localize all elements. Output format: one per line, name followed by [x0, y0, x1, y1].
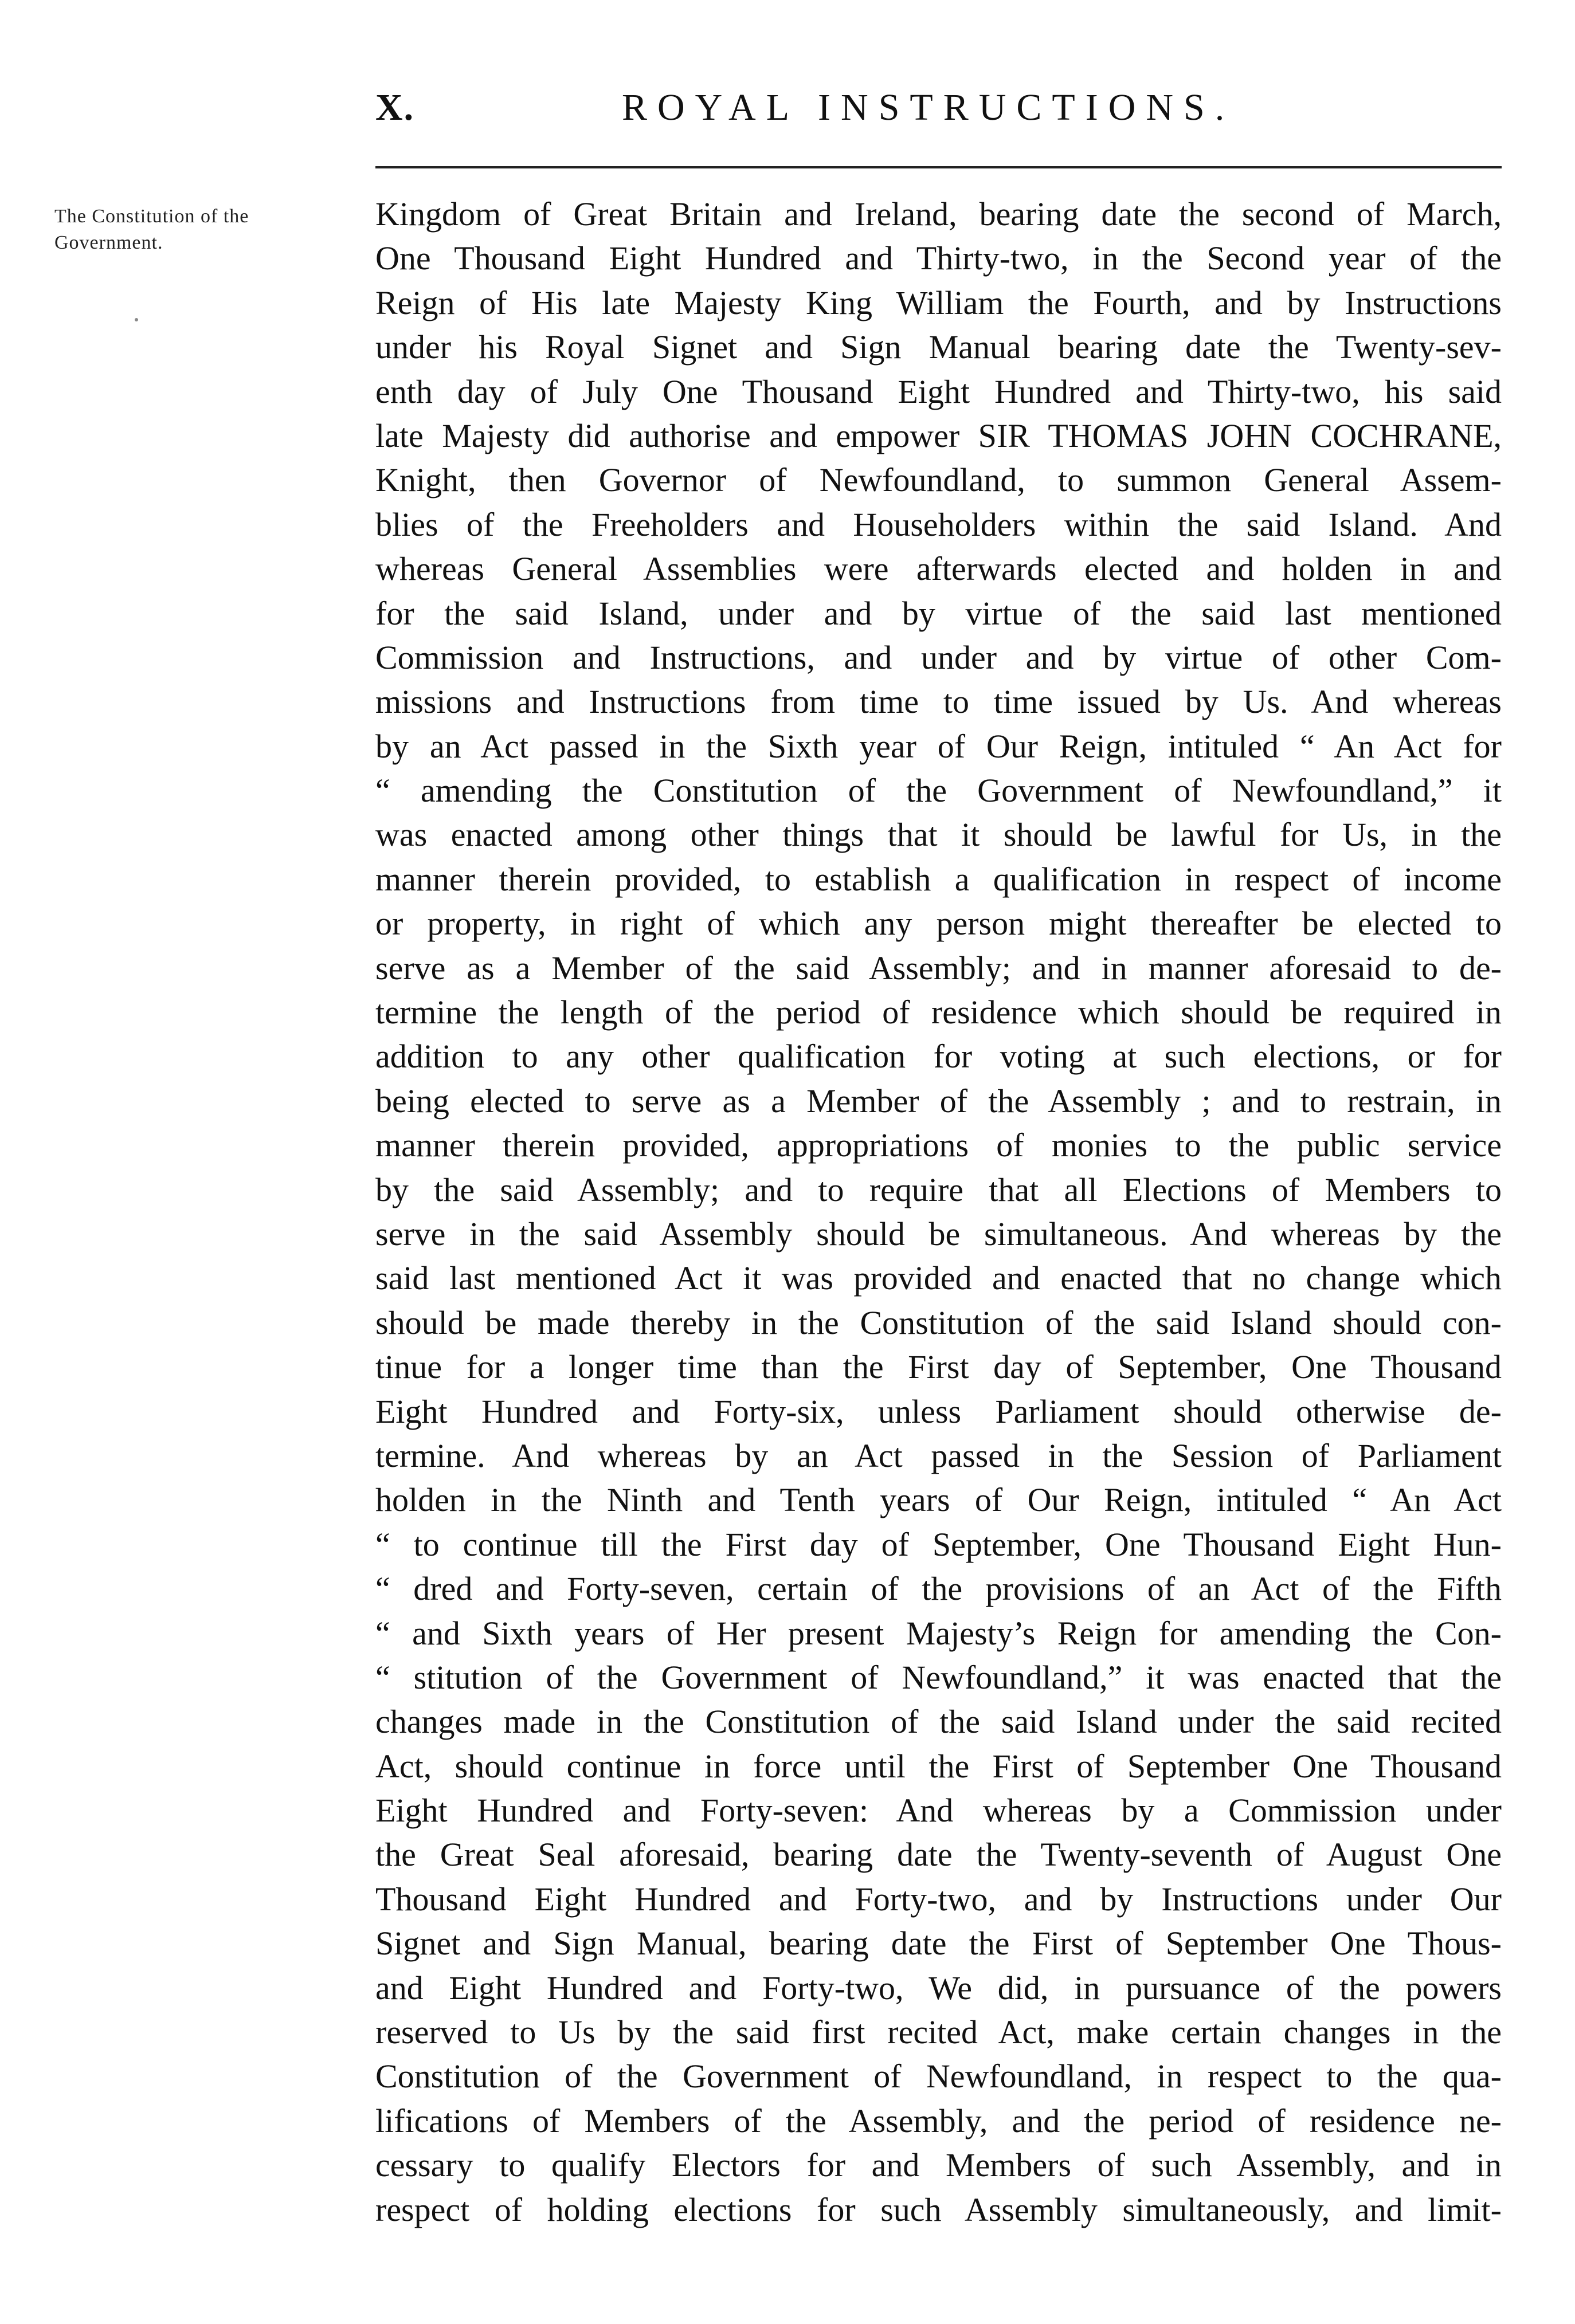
text-line: “ amending the Constitution of the Government of Newfoundland,” it: [375, 772, 1502, 810]
body-text: [375, 192, 1502, 2232]
text-line: by an Act passed in the Sixth year of Our Reign, intituled “ An Act for: [375, 727, 1502, 765]
text-line: was enacted among other things that it should be lawful for Us, in the: [375, 816, 1502, 854]
text-line: under his Royal Signet and Sign Manual bearing date the Twenty-sev-: [375, 328, 1502, 366]
margin-note: [54, 203, 364, 256]
text-line: reserved to Us by the said first recited Act, make certain changes in the: [375, 2013, 1502, 2051]
text-line: cessary to qualify Electors for and Members of such Assembly, and in: [375, 2146, 1502, 2184]
text-line: “ and Sixth years of Her present Majesty’s Reign for amending the Con-: [375, 1614, 1502, 1652]
text-line: Reign of His late Majesty King William the Fourth, and by Instructions: [375, 284, 1502, 321]
text-line: for the said Island, under and by virtue of the said last mentioned: [375, 594, 1502, 632]
stray-ink-mark: [135, 318, 138, 321]
page-header: [375, 86, 1502, 149]
text-line: serve in the said Assembly should be simultaneous. And whereas by the: [375, 1215, 1502, 1253]
text-line: serve as a Member of the said Assembly; and in manner aforesaid to de-: [375, 949, 1502, 987]
text-line: One Thousand Eight Hundred and Thirty-two, in the Second year of the: [375, 240, 1502, 277]
margin-note-line: Government.: [54, 232, 163, 253]
text-line: Act, should continue in force until the First of September One Thousand: [375, 1747, 1502, 1785]
text-line: enth day of July One Thousand Eight Hundred and Thirty-two, his said: [375, 372, 1502, 410]
text-line: holden in the Ninth and Tenth years of Our Reign, intituled “ An Act: [375, 1481, 1502, 1519]
text-line: or property, in right of which any person might thereafter be elected to: [375, 905, 1502, 943]
header-rule: [375, 166, 1502, 168]
text-line: manner therein provided, appropriations of monies to the public service: [375, 1126, 1502, 1164]
text-line: missions and Instructions from time to time issued by Us. And whereas: [375, 683, 1502, 721]
text-line: late Majesty did authorise and empower SIR THOMAS JOHN COCHRANE,: [375, 417, 1502, 454]
text-line: changes made in the Constitution of the said Island under the said recited: [375, 1703, 1502, 1741]
text-line: Kingdom of Great Britain and Ireland, bearing date the second of March,: [375, 195, 1502, 233]
text-line: Thousand Eight Hundred and Forty-two, and by Instructions under Our: [375, 1880, 1502, 1918]
text-line: Signet and Sign Manual, bearing date the First of September One Thous-: [375, 1925, 1502, 1962]
text-line: whereas General Assemblies were afterwards elected and holden in and: [375, 550, 1502, 588]
text-line: should be made thereby in the Constitution of the said Island should con-: [375, 1304, 1502, 1341]
text-line: termine. And whereas by an Act passed in the Session of Parliament: [375, 1436, 1502, 1474]
text-line: Eight Hundred and Forty-six, unless Parliament should otherwise de-: [375, 1392, 1502, 1430]
text-line: respect of holding elections for such Assembly simultaneously, and limit-: [375, 2190, 1502, 2228]
text-line: Eight Hundred and Forty-seven: And whereas by a Commission under: [375, 1792, 1502, 1830]
text-line: Knight, then Governor of Newfoundland, to summon General Assem-: [375, 461, 1502, 499]
text-line: and Eight Hundred and Forty-two, We did, in pursuance of the powers: [375, 1969, 1502, 2007]
text-line: “ dred and Forty-seven, certain of the provisions of an Act of the Fifth: [375, 1570, 1502, 1608]
text-line: said last mentioned Act it was provided and enacted that no change which: [375, 1259, 1502, 1297]
text-line: tinue for a longer time than the First day of September, One Thousand: [375, 1348, 1502, 1386]
text-line: by the said Assembly; and to require that all Elections of Members to: [375, 1171, 1502, 1208]
text-line: lifications of Members of the Assembly, and the period of residence ne-: [375, 2102, 1502, 2140]
text-line: manner therein provided, to establish a qualification in respect of income: [375, 860, 1502, 898]
text-line: “ stitution of the Government of Newfoundland,” it was enacted that the: [375, 1658, 1502, 1696]
text-line: the Great Seal aforesaid, bearing date the Twenty-seventh of August One: [375, 1836, 1502, 1874]
page-number: X.: [375, 87, 415, 128]
text-line: Commission and Instructions, and under and by virtue of other Com-: [375, 638, 1502, 676]
text-line: blies of the Freeholders and Householders within the said Island. And: [375, 505, 1502, 543]
text-line: being elected to serve as a Member of the Assembly ; and to restrain, in: [375, 1082, 1502, 1120]
text-line: addition to any other qualification for voting at such elections, or for: [375, 1038, 1502, 1075]
running-title: ROYAL INSTRUCTIONS.: [622, 87, 1235, 128]
text-line: Constitution of the Government of Newfoundland, in respect to the qua-: [375, 2058, 1502, 2095]
margin-note-line: The Constitution of the: [54, 206, 249, 227]
text-line: “ to continue till the First day of September, One Thousand Eight Hun-: [375, 1525, 1502, 1563]
text-line: termine the length of the period of residence which should be required in: [375, 994, 1502, 1031]
